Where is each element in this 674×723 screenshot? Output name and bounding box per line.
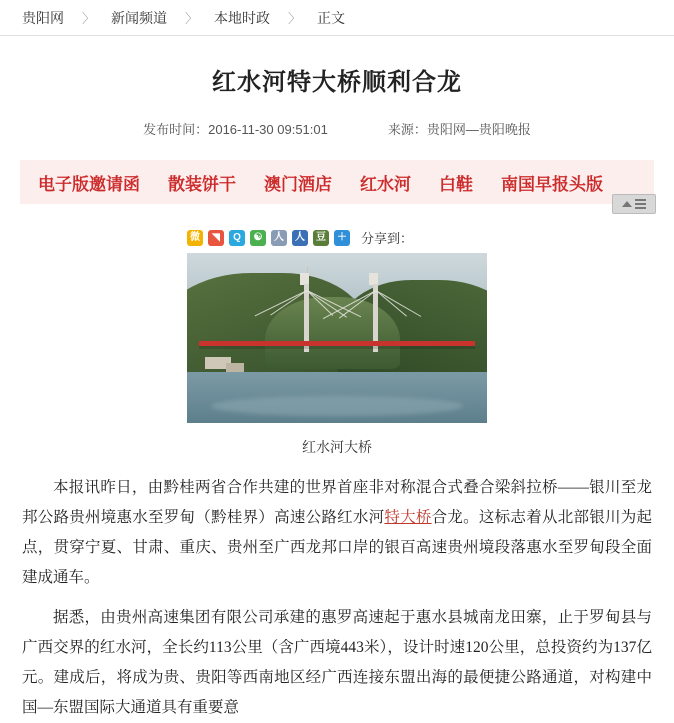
- article-source: 来源：贵阳网—贵阳晚报: [387, 122, 531, 137]
- tag-link-3[interactable]: 澳门酒店: [264, 174, 332, 194]
- tag-bar: [20, 160, 654, 204]
- article-paragraph-1: [22, 473, 652, 593]
- breadcrumb-separator: 〉: [185, 11, 199, 26]
- publish-time: 发布时间：2016-11-30 09:51:01: [143, 122, 328, 137]
- douban-icon[interactable]: 豆: [313, 230, 329, 246]
- rss-icon[interactable]: ◥: [208, 230, 224, 246]
- breadcrumb-item-current[interactable]: 正文: [317, 9, 346, 26]
- qzone-icon[interactable]: Q: [229, 230, 245, 246]
- breadcrumb-item-channel[interactable]: 新闻频道: [111, 9, 168, 26]
- article-paragraph-2: [22, 603, 652, 723]
- breadcrumb-separator: 〉: [82, 11, 96, 26]
- home-icon[interactable]: [622, 201, 632, 207]
- tag-link-5[interactable]: 白鞋: [439, 174, 473, 194]
- paragraph-2-prefix: 据悉，由贵州高速集团有限公司承建的惠罗高速起于惠水县城南龙田寨，止于罗甸县与广西交界的红水河，全长约113公里（含广西境443米），设计时速120公里，总投资约为137亿元。建成后，将成为贵、贵阳等西南地区经广西连接东盟出海的最便捷公路通道，对构建中国—东盟国际大通道具有重要意: [22, 609, 652, 716]
- tencent-weibo-icon[interactable]: 人: [292, 230, 308, 246]
- photo-bridge-deck: [199, 341, 475, 346]
- photo-building-2: [226, 363, 244, 372]
- breadcrumb: [0, 0, 674, 36]
- breadcrumb-item-site[interactable]: 贵阳网: [22, 9, 64, 26]
- photo-caption: 红水河大桥: [302, 439, 372, 455]
- more-share-icon[interactable]: ＋: [334, 230, 350, 246]
- tag-link-2[interactable]: 散装饼干: [168, 174, 236, 194]
- breadcrumb-item-section[interactable]: 本地时政: [214, 9, 271, 26]
- article-meta: [22, 119, 652, 138]
- tag-link-4[interactable]: 红水河: [360, 174, 411, 194]
- tag-link-1[interactable]: 电子版邀请函: [38, 174, 140, 194]
- paragraph-1-prefix: 本报讯昨日，由黔桂两省合作共建的世界首座非对称混合式叠合梁斜拉桥——银川至龙邦公路贵州境惠水至罗甸（黔桂界）高速公路红水河: [22, 479, 652, 526]
- share-bar: [187, 228, 487, 247]
- paragraph-1-suffix: 合龙。这标志着从北部银川为起点，贯穿宁夏、甘肃、重庆、贵州至广西龙邦口岸的银百高速贵州境段落惠水至罗甸段全面建成通车。: [22, 509, 652, 586]
- photo-river-highlight: [211, 396, 463, 416]
- renren-icon[interactable]: 人: [271, 230, 287, 246]
- article-body: [0, 473, 674, 723]
- article-photo: [187, 253, 487, 423]
- tag-link-6[interactable]: 南国早报头版: [501, 174, 603, 194]
- ad-controls[interactable]: [612, 194, 656, 214]
- article-figure: [0, 228, 674, 457]
- share-label: 分享到：: [361, 231, 414, 246]
- breadcrumb-separator: 〉: [288, 11, 302, 26]
- page-title: 红水河特大桥顺利合龙: [212, 70, 462, 96]
- sina-weibo-icon[interactable]: 微: [187, 230, 203, 246]
- menu-icon[interactable]: [635, 199, 646, 209]
- article-content: [0, 62, 674, 138]
- wechat-icon[interactable]: ☯: [250, 230, 266, 246]
- paragraph-1-highlight[interactable]: 特大桥: [384, 509, 432, 526]
